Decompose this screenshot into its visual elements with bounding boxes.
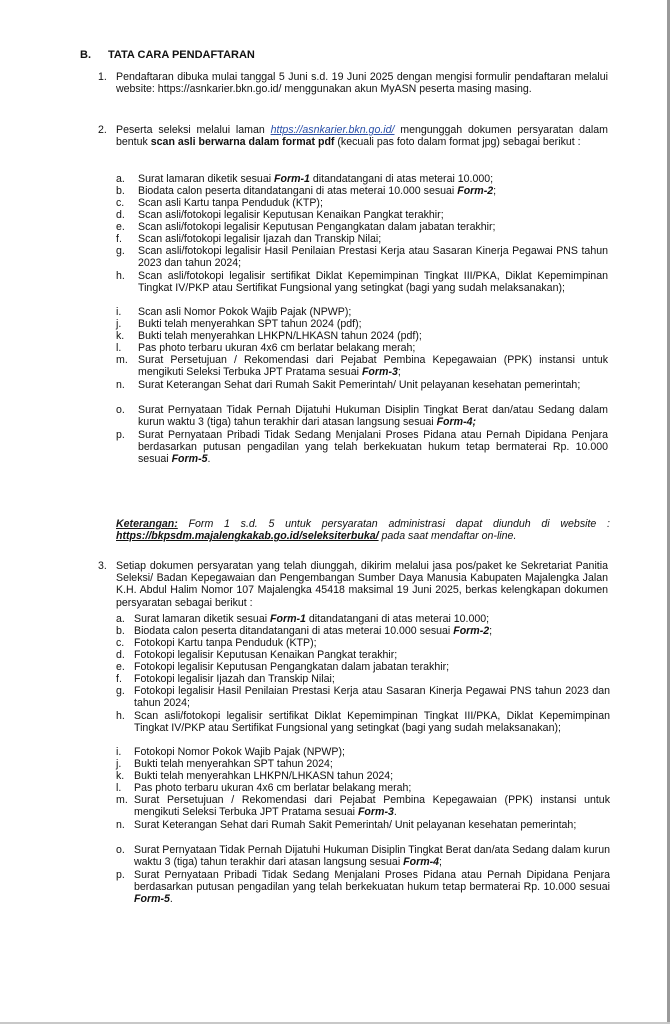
item-number: 3.	[98, 560, 107, 572]
list-item	[138, 354, 608, 378]
list-item-text: Scan asli Kartu tanpa Penduduk (KTP);	[138, 197, 323, 209]
section-heading	[80, 49, 255, 61]
list-item-letter: m.	[116, 354, 128, 366]
list-item-text: Scan asli/fotokopi legalisir Keputusan Pengangkatan dalam jabatan terakhir;	[138, 221, 496, 233]
list-item-text: Fotokopi legalisir Hasil Penilaian Prestasi Kerja atau Sasaran Kinerja Pegawai PNS tahun 2023 dan tahun 2024;	[134, 685, 610, 710]
list-item-letter: i.	[116, 306, 122, 318]
note-tail: pada saat mendaftar on-line.	[378, 530, 517, 543]
list-item-text: ;	[397, 366, 401, 379]
list-item-text: ditandatangani di atas meterai 10.000;	[309, 173, 494, 185]
list-item	[138, 330, 608, 342]
list-item	[138, 270, 608, 294]
list-item-letter: d.	[116, 209, 125, 221]
list-item-letter: h.	[116, 270, 125, 282]
list-item-text: Surat Keterangan Sehat dari Rumah Sakit Pemerintah/ Unit pelayanan kesehatan pemerintah;	[134, 819, 577, 831]
list-item-text: Surat Persetujuan / Rekomendasi dari Pejabat Pembina Kepegawaian (PPK) instansi untuk mengikuti Seleksi Terbuka JPT Pratama sesuai	[138, 354, 608, 379]
list-item-text: .	[393, 806, 397, 819]
list-item-text: .	[169, 893, 173, 906]
form-reference: Form-3	[357, 806, 394, 819]
section-title: TATA CARA PENDAFTARAN	[108, 49, 255, 61]
list-item-text: Fotokopi legalisir Keputusan Pengangkatan dalam jabatan terakhir;	[134, 661, 450, 673]
list-item-letter: d.	[116, 649, 125, 661]
list-item-letter: p.	[116, 429, 125, 441]
list-item-letter: k.	[116, 770, 125, 782]
list-item-text: Pas photo terbaru ukuran 4x6 cm berlatar belakang merah;	[134, 782, 412, 794]
list-item	[134, 844, 610, 868]
list-item-text: Scan asli/fotokopi legalisir Hasil Penilaian Prestasi Kerja atau Sasaran Kinerja Pegawai PNS tahun 2023 dan tahun 2024;	[138, 245, 608, 270]
list-item-letter: l.	[116, 342, 122, 354]
bold-text: scan asli berwarna dalam format pdf	[150, 136, 335, 149]
text: (kecuali pas foto dalam format jpg) sebagai berikut :	[334, 136, 581, 149]
list-item-letter: h.	[116, 710, 125, 722]
form-reference: Form-5	[171, 453, 208, 466]
form-reference: Form-2	[453, 625, 490, 637]
list-item-text: Surat Keterangan Sehat dari Rumah Sakit Pemerintah/ Unit pelayanan kesehatan pemerintah;	[138, 379, 581, 391]
note-label: Keterangan:	[116, 518, 178, 530]
list-item	[134, 746, 610, 758]
list-item-letter: g.	[116, 685, 125, 697]
list-item-text: Bukti telah menyerahkan SPT tahun 2024 (pdf);	[138, 318, 362, 330]
bkpsdm-link[interactable]: https://bkpsdm.majalengkakab.go.id/seleksiterbuka/	[116, 530, 379, 543]
list-item	[134, 661, 610, 673]
list-item	[134, 869, 610, 906]
form-reference: Form-3	[361, 366, 398, 379]
list-item-text: ;	[493, 185, 497, 197]
list-item-text: Fotokopi legalisir Ijazah dan Transkip Nilai;	[134, 673, 335, 685]
list-item-letter: b.	[116, 185, 125, 197]
list-item-text: Surat lamaran diketik sesuai	[134, 613, 271, 625]
list-item-text: ;	[439, 856, 442, 869]
list-item	[138, 185, 608, 197]
list-item	[138, 306, 608, 318]
list-item-letter: l.	[116, 782, 122, 794]
list-item-text: Surat Pernyataan Tidak Pernah Dijatuhi Hukuman Disiplin Tingkat Berat dan/atau Sedang dalam kurun waktu 3 (tiga) tahun terakhir dari atasan langsung sesuai	[138, 404, 608, 429]
list-item	[138, 173, 608, 185]
list-item-letter: o.	[116, 404, 125, 416]
form-reference: Form-4	[403, 856, 440, 869]
list-item-letter: j.	[116, 318, 122, 330]
list-item	[134, 794, 610, 818]
list-item	[138, 209, 608, 221]
list-item-text: Pas photo terbaru ukuran 4x6 cm berlatar belakang merah;	[138, 342, 416, 354]
asnkarier-link[interactable]: https://asnkarier.bkn.go.id/	[270, 124, 395, 136]
paragraph-1: Pendaftaran dibuka mulai tanggal 5 Juni s.d. 19 Juni 2025 dengan mengisi formulir pendaftaran melalui website: https://asnkarier.bkn.go.id/ menggunakan akun MyASN peserta masing masing.	[116, 71, 608, 96]
list-item-text: Surat lamaran diketik sesuai	[138, 173, 275, 185]
list-item-letter: n.	[116, 819, 125, 831]
note-text: Form 1 s.d. 5 untuk persyaratan administrasi dapat diunduh di website :	[177, 518, 610, 530]
list-item-text: ;	[489, 625, 493, 637]
section-letter: B.	[80, 49, 91, 61]
list-item	[134, 625, 610, 637]
list-item-letter: c.	[116, 197, 125, 209]
list-item-text: Fotokopi Kartu tanpa Penduduk (KTP);	[134, 637, 317, 649]
list-item	[138, 197, 608, 209]
list-item-letter: k.	[116, 330, 125, 342]
form-reference: Form-4;	[436, 416, 477, 429]
form-reference: Form-2	[457, 185, 494, 197]
list-item-text: Bukti telah menyerahkan SPT tahun 2024;	[134, 758, 333, 770]
list-item	[134, 685, 610, 709]
list-item-letter: a.	[116, 173, 125, 185]
list-item-letter: o.	[116, 844, 125, 856]
note	[116, 518, 610, 542]
text: mengunggah dokumen persyaratan dalam bentuk	[116, 124, 608, 149]
list-item-text: Scan asli/fotokopi legalisir Ijazah dan Transkip Nilai;	[138, 233, 382, 245]
list-item-text: Scan asli/fotokopi legalisir Keputusan Kenaikan Pangkat terakhir;	[138, 209, 444, 221]
list-item	[138, 245, 608, 269]
list-item-text: Fotokopi Nomor Pokok Wajib Pajak (NPWP);	[134, 746, 345, 758]
list-item-letter: i.	[116, 746, 122, 758]
list-item-letter: f.	[116, 233, 122, 245]
list-item-letter: g.	[116, 245, 125, 257]
list-item-text: Surat Pernyataan Tidak Pernah Dijatuhi Hukuman Disiplin Tingkat Berat dan/ata Sedang dalam kurun waktu 3 (tiga) tahun terakhir dari atasan langsung sesuai	[134, 844, 610, 869]
list-item	[138, 233, 608, 245]
list-item-letter: n.	[116, 379, 125, 391]
list-item-text: Biodata calon peserta ditandatangani di atas meterai 10.000 sesuai	[138, 185, 458, 197]
list-item-letter: j.	[116, 758, 122, 770]
list-item-letter: f.	[116, 673, 122, 685]
list-item-text: Biodata calon peserta ditandatangani di atas meterai 10.000 sesuai	[134, 625, 454, 637]
list-item-text: ditandatangani di atas meterai 10.000;	[305, 613, 490, 625]
list-item	[134, 637, 610, 649]
text: Peserta seleksi melalui laman	[116, 124, 271, 136]
list-item	[134, 613, 610, 625]
list-item-text: Surat Pernyataan Pribadi Tidak Sedang Menjalani Proses Pidana atau Pernah Dipidana Penjara berdasarkan putusan pengadilan yang telah berkekuatan hukum tetap bermaterai Rp. 10.000 sesuai	[134, 869, 610, 894]
list-item	[138, 429, 608, 466]
list-item	[134, 758, 610, 770]
list-item	[138, 379, 608, 391]
list-item	[134, 673, 610, 685]
list-item	[134, 710, 610, 734]
item-number: 2.	[98, 124, 107, 136]
list-item	[138, 318, 608, 330]
form-reference: Form-1	[274, 173, 310, 185]
list-item	[134, 770, 610, 782]
list-item	[138, 404, 608, 428]
list-item-text: Scan asli/fotokopi legalisir sertifikat Diklat Kepemimpinan Tingkat III/PKA, Diklat Kepemimpinan Tingkat IV/PKP atau Sertifikat Fungsional yang setingkat (bagi yang sudah melaksanakan);	[138, 270, 608, 295]
list-item-letter: m.	[116, 794, 128, 806]
list-item-letter: a.	[116, 613, 125, 625]
list-item-letter: b.	[116, 625, 125, 637]
list-item-letter: e.	[116, 661, 125, 673]
paragraph-3: Setiap dokumen persyaratan yang telah diunggah, dikirim melalui jasa pos/paket ke Sekretariat Panitia Seleksi/ Badan Kepegawaian dan Pengembangan Sumber Daya Manusia Kabupaten Majalengka Jalan K.H. Abdul Halim Nomor 107 Majalengka 45418 maksimal 19 Juni 2025, berkas kelengkapan dokumen persyaratan sebagai berikut :	[116, 560, 608, 609]
list-item-text: Fotokopi legalisir Keputusan Kenaikan Pangkat terakhir;	[134, 649, 398, 661]
form-reference: Form-1	[270, 613, 306, 625]
form-reference: Form-5	[134, 893, 170, 906]
list-item	[134, 819, 610, 831]
list-item	[134, 782, 610, 794]
list-item	[138, 342, 608, 354]
item-number: 1.	[98, 71, 107, 83]
list-item-text: Bukti telah menyerahkan LHKPN/LHKASN tahun 2024;	[134, 770, 394, 782]
list-item-letter: c.	[116, 637, 125, 649]
list-item-letter: e.	[116, 221, 125, 233]
list-item	[138, 221, 608, 233]
list-item-text: Surat Persetujuan / Rekomendasi dari Pejabat Pembina Kepegawaian (PPK) instansi untuk mengikuti Seleksi Terbuka JPT Pratama sesuai	[134, 794, 610, 819]
list-item-text: .	[207, 453, 211, 466]
list-item	[134, 649, 610, 661]
list-item-text: Bukti telah menyerahkan LHKPN/LHKASN tahun 2024 (pdf);	[138, 330, 422, 342]
list-item-letter: p.	[116, 869, 125, 881]
list-item-text: Scan asli Nomor Pokok Wajib Pajak (NPWP);	[138, 306, 352, 318]
paragraph-2	[116, 124, 608, 148]
list-item-text: Surat Pernyataan Pribadi Tidak Sedang Menjalani Proses Pidana atau Pernah Dipidana Penjara berdasarkan putusan pengadilan yang telah berkekuatan hukum tetap bermaterai Rp. 10.000 sesuai	[138, 429, 608, 466]
list-item-text: Scan asli/fotokopi legalisir sertifikat Diklat Kepemimpinan Tingkat III/PKA, Diklat Kepemimpinan Tingkat IV/PKP atau Sertifikat Fungsional yang setingkat (bagi yang sudah melaksanakan);	[134, 710, 610, 735]
